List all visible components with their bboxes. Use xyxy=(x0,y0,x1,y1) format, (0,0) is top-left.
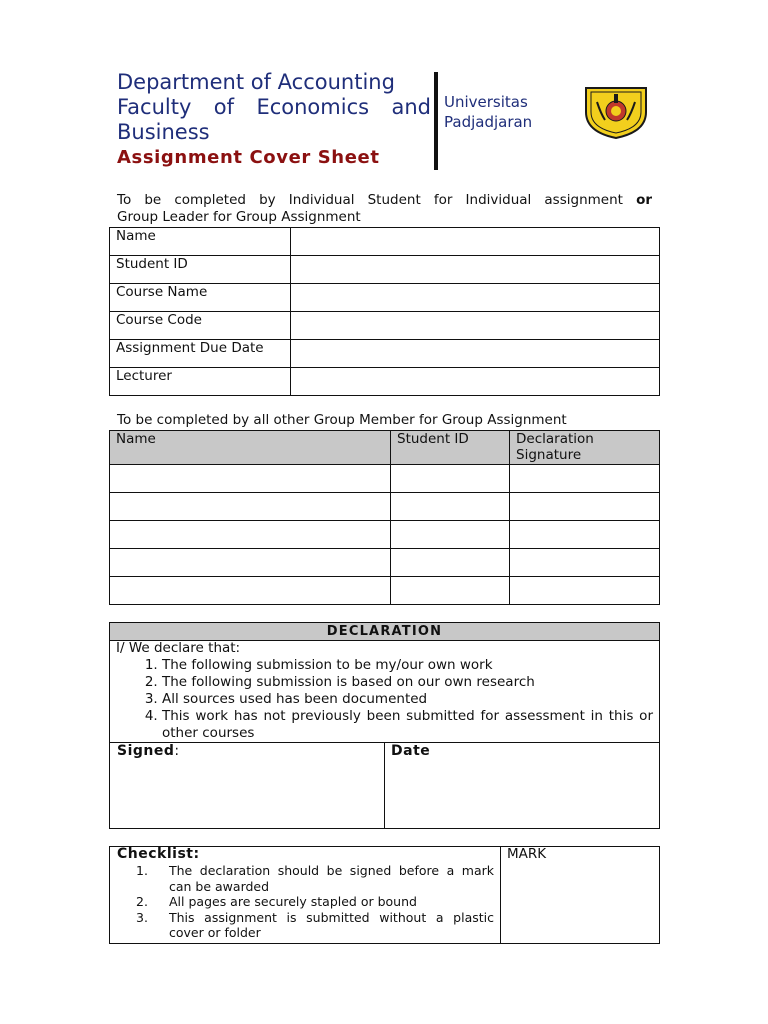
table-row xyxy=(110,284,660,312)
table-row xyxy=(110,368,660,396)
member-name-cell[interactable] xyxy=(110,493,391,521)
header-divider xyxy=(434,72,438,170)
list-item: 1. The following submission to be my/our own work xyxy=(162,657,653,674)
course-code-field[interactable] xyxy=(291,312,660,340)
university-name xyxy=(444,92,532,132)
table-header-row xyxy=(110,431,660,465)
member-id-cell[interactable] xyxy=(391,493,510,521)
header-declaration: Declaration xyxy=(516,431,594,447)
item-text: The declaration should be signed before a mark can be awarded xyxy=(169,863,494,894)
header-declaration-signature xyxy=(510,431,660,465)
member-signature-cell[interactable] xyxy=(510,549,660,577)
item-text: This assignment is submitted without a plastic cover or folder xyxy=(169,909,494,940)
table-row xyxy=(110,493,660,521)
field-label: Course Name xyxy=(110,284,291,312)
intro-or: or xyxy=(636,192,652,208)
dept-line-3: Business xyxy=(117,120,210,144)
department-title xyxy=(117,70,431,145)
list-item xyxy=(136,894,494,910)
member-id-cell[interactable] xyxy=(391,465,510,493)
member-id-cell[interactable] xyxy=(391,549,510,577)
group-members-table xyxy=(109,430,660,605)
individual-info-table xyxy=(109,227,660,396)
item-number: 2. xyxy=(136,894,148,909)
declaration-heading: DECLARATION xyxy=(109,622,660,641)
table-row xyxy=(110,521,660,549)
signed-label: Signed xyxy=(117,743,175,759)
assignment-cover-sheet-title: Assignment Cover Sheet xyxy=(117,147,380,168)
table-row xyxy=(110,312,660,340)
declaration-text xyxy=(116,640,653,742)
checklist-divider xyxy=(500,846,501,943)
intro-group-members: To be completed by all other Group Member for Group Assignment xyxy=(117,412,567,428)
due-date-field[interactable] xyxy=(291,340,660,368)
signed-field[interactable] xyxy=(117,743,180,759)
item-number: 3. xyxy=(136,909,148,925)
date-label: Date xyxy=(391,743,431,759)
field-label: Name xyxy=(110,228,291,256)
checklist-title: Checklist: xyxy=(117,846,200,862)
list-item: 3. All sources used has been documented xyxy=(162,691,653,708)
member-name-cell[interactable] xyxy=(110,577,391,605)
member-name-cell[interactable] xyxy=(110,549,391,577)
member-id-cell[interactable] xyxy=(391,577,510,605)
header-student-id: Student ID xyxy=(391,431,510,465)
field-label: Assignment Due Date xyxy=(110,340,291,368)
intro-group-leader: Group Leader for Group Assignment xyxy=(117,209,361,225)
member-name-cell[interactable] xyxy=(110,465,391,493)
table-row xyxy=(110,577,660,605)
item-text: All pages are securely stapled or bound xyxy=(169,894,417,909)
date-field[interactable] xyxy=(391,743,430,759)
table-row xyxy=(110,549,660,577)
list-item: 2. The following submission is based on our own research xyxy=(162,674,653,691)
university-logo-icon xyxy=(581,80,651,140)
table-row xyxy=(110,256,660,284)
mark-field[interactable]: MARK xyxy=(507,846,547,862)
member-name-cell[interactable] xyxy=(110,521,391,549)
field-label: Course Code xyxy=(110,312,291,340)
member-signature-cell[interactable] xyxy=(510,521,660,549)
intro-individual xyxy=(117,192,652,209)
intro-line-1: To be completed by Individual Student for Individual assignment xyxy=(117,192,623,208)
university-line-1: Universitas xyxy=(444,93,528,111)
item-number: 1. xyxy=(136,863,148,878)
declaration-intro: I/ We declare that: xyxy=(116,640,241,656)
field-label: Student ID xyxy=(110,256,291,284)
member-signature-cell[interactable] xyxy=(510,465,660,493)
list-item xyxy=(136,863,494,894)
table-row xyxy=(110,340,660,368)
header-signature: Signature xyxy=(516,447,582,463)
member-signature-cell[interactable] xyxy=(510,493,660,521)
declaration-list xyxy=(116,657,653,742)
checklist-items xyxy=(136,863,494,941)
member-signature-cell[interactable] xyxy=(510,577,660,605)
list-item xyxy=(136,910,494,941)
course-name-field[interactable] xyxy=(291,284,660,312)
table-row xyxy=(110,465,660,493)
name-field[interactable] xyxy=(291,228,660,256)
table-row xyxy=(110,228,660,256)
university-line-2: Padjadjaran xyxy=(444,113,533,131)
student-id-field[interactable] xyxy=(291,256,660,284)
signed-colon: : xyxy=(174,743,180,759)
field-label: Lecturer xyxy=(110,368,291,396)
member-id-cell[interactable] xyxy=(391,521,510,549)
list-item: 4. This work has not previously been submitted for assessment in this or other courses xyxy=(162,708,653,742)
lecturer-field[interactable] xyxy=(291,368,660,396)
signed-date-divider xyxy=(384,742,385,828)
header-name: Name xyxy=(110,431,391,465)
dept-line-1: Department of Accounting xyxy=(117,70,395,94)
dept-line-2: Faculty of Economics and xyxy=(117,95,431,119)
